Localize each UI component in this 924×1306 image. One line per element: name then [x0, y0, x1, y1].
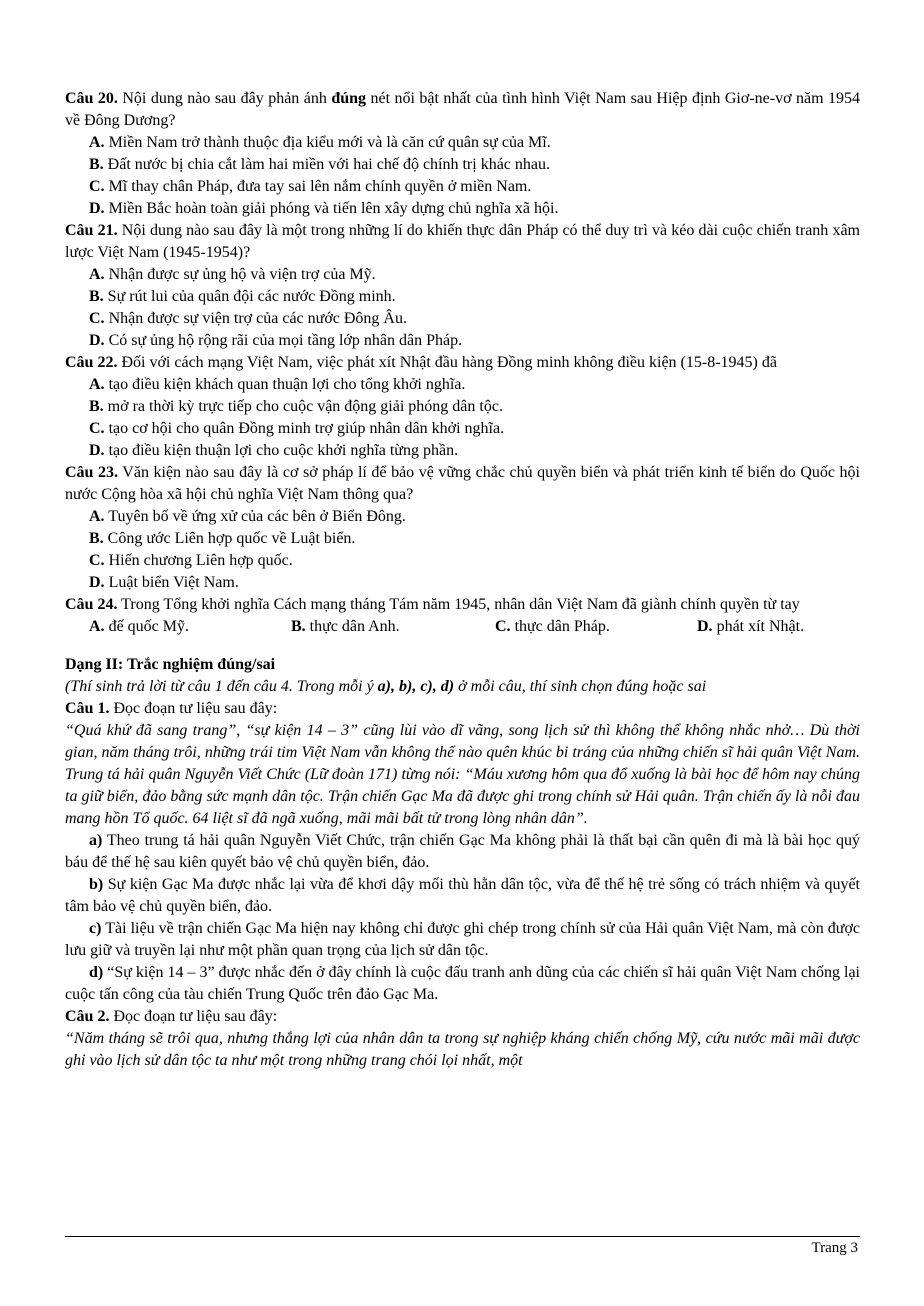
option-key: C. [89, 310, 105, 327]
option-c [65, 550, 860, 572]
statement-text: Sự kiện Gạc Ma được nhắc lại vừa để khơi dậy mối thù hằn dân tộc, vừa để thế hệ trẻ sống có trách nhiệm và quyết tâm bảo vệ chủ quyền biển, đảo. [65, 876, 860, 915]
option-key: D. [89, 332, 105, 349]
option-key: D. [89, 200, 105, 217]
question-label: Câu 20. [65, 90, 118, 107]
exam-page [65, 88, 860, 1072]
option-d [65, 440, 860, 462]
tf-question-1 [65, 698, 860, 720]
option-key: A. [89, 376, 105, 393]
option-key: D. [89, 574, 105, 591]
statement-a [65, 830, 860, 874]
question-text: Đọc đoạn tư liệu sau đây: [109, 700, 278, 717]
option-text: phát xít Nhật. [712, 618, 805, 635]
option-c [495, 616, 697, 638]
option-d [65, 198, 860, 220]
option-text: Đất nước bị chia cắt làm hai miền với hai chế độ chính trị khác nhau. [103, 156, 551, 173]
option-b [65, 154, 860, 176]
page-number: Trang 3 [811, 1240, 858, 1256]
option-key: A. [89, 266, 105, 283]
option-key: A. [89, 508, 105, 525]
option-text: Miền Nam trở thành thuộc địa kiểu mới và là căn cứ quân sự của Mĩ. [104, 134, 551, 151]
option-key: C. [89, 552, 105, 569]
option-c [65, 176, 860, 198]
option-text: tạo điều kiện khách quan thuận lợi cho tổng khởi nghĩa. [104, 376, 466, 393]
option-text: tạo cơ hội cho quân Đồng minh trợ giúp nhân dân khởi nghĩa. [104, 420, 505, 437]
option-text: Nhận được sự viện trợ của các nước Đông Âu. [104, 310, 407, 327]
option-text: Nhận được sự ủng hộ và viện trợ của Mỹ. [104, 266, 376, 283]
section-instructions [65, 676, 860, 698]
section-title: Dạng II: Trắc nghiệm đúng/sai [65, 656, 276, 673]
question-label: Câu 23. [65, 464, 119, 481]
question-emphasis: đúng [331, 90, 367, 107]
option-a [89, 616, 291, 638]
option-a [65, 506, 860, 528]
option-key: B. [89, 530, 104, 547]
option-a [65, 374, 860, 396]
question-label: Câu 1. [65, 700, 110, 717]
option-text: thực dân Pháp. [510, 618, 610, 635]
question-text: Văn kiện nào sau đây là cơ sở pháp lí để bảo vệ vững chắc chủ quyền biển và phát triển kinh tế biển do Quốc hội nước Cộng hòa xã hội chủ nghĩa Việt Nam thông qua? [65, 464, 861, 503]
option-text: mở ra thời kỳ trực tiếp cho cuộc vận động giải phóng dân tộc. [103, 398, 503, 415]
option-text: Luật biển Việt Nam. [104, 574, 239, 591]
statement-text: Theo trung tá hải quân Nguyễn Viết Chức, trận chiến Gạc Ma không phải là thất bại cần quên đi mà là bài học quý báu để thế hệ sau kiên quyết bảo vệ chủ quyền biển, đảo. [65, 832, 860, 871]
option-key: A. [89, 134, 105, 151]
option-key: C. [89, 178, 105, 195]
instructions-text: (Thí sinh trả lời từ câu 1 đến câu 4. Trong mỗi ý [65, 678, 378, 695]
option-text: Mĩ thay chân Pháp, đưa tay sai lên nắm chính quyền ở miền Nam. [104, 178, 532, 195]
option-key: C. [89, 420, 105, 437]
source-quote: “Quá khứ đã sang trang”, “sự kiện 14 – 3” cũng lùi vào dĩ vãng, song lịch sử thì không thể không nhắc nhở… Dù thời gian, năm tháng trôi, những trái tim Việt Nam vẫn không thể nào quên khúc bi tráng của những chiến sĩ hải quân Việt Nam. Trung tá hải quân Nguyễn Viết Chức (Lữ đoàn 171) từng nói: “Máu xương hôm qua đổ xuống là bài học để hôm nay chúng ta giữ biển, đảo bằng sức mạnh dân tộc. Trận chiến Gạc Ma đã được ghi trong chính sử Hải quân. Trận chiến ấy là nỗi đau mang hồn Tổ quốc. 64 liệt sĩ đã ngã xuống, mãi mãi bất tử trong lòng nhân dân”. [65, 722, 860, 827]
footer-divider [65, 1236, 860, 1237]
option-b [65, 528, 860, 550]
option-key: A. [89, 618, 105, 635]
option-text: Miền Bắc hoàn toàn giải phóng và tiến lên xây dựng chủ nghĩa xã hội. [104, 200, 559, 217]
option-key: C. [495, 618, 511, 635]
statement-d [65, 962, 860, 1006]
question-text: Đối với cách mạng Việt Nam, việc phát xít Nhật đầu hàng Đồng minh không điều kiện (15-8-1945) đã [117, 354, 777, 371]
question-21 [65, 220, 860, 264]
option-d [65, 330, 860, 352]
statement-key: a) [89, 832, 103, 849]
option-key: B. [89, 156, 104, 173]
option-d [65, 572, 860, 594]
question-label: Câu 21. [65, 222, 118, 239]
option-c [65, 418, 860, 440]
source-quote: “Năm tháng sẽ trôi qua, nhưng thắng lợi của nhân dân ta trong sự nghiệp kháng chiến chống Mỹ, cứu nước mãi mãi được ghi vào lịch sử dân tộc ta như một trong những trang chói lọi nhất, một [65, 1030, 860, 1069]
option-text: thực dân Anh. [305, 618, 400, 635]
option-key: B. [89, 288, 104, 305]
option-key: B. [291, 618, 306, 635]
option-text: Có sự ủng hộ rộng rãi của mọi tầng lớp nhân dân Pháp. [104, 332, 463, 349]
statement-key: d) [89, 964, 104, 981]
question-text: Đọc đoạn tư liệu sau đây: [109, 1008, 278, 1025]
option-text: Hiến chương Liên hợp quốc. [104, 552, 293, 569]
option-d [697, 616, 804, 638]
tf-question-2 [65, 1006, 860, 1028]
instructions-text: ở mỗi câu, thí sinh chọn đúng hoặc sai [454, 678, 707, 695]
statement-key: b) [89, 876, 104, 893]
option-b [291, 616, 495, 638]
instructions-emphasis: a), b), c), d) [377, 678, 455, 695]
question-23 [65, 462, 860, 506]
question-text: Trong Tổng khởi nghĩa Cách mạng tháng Tám năm 1945, nhân dân Việt Nam đã giành chính quyền từ tay [117, 596, 800, 613]
statement-text: Tài liệu về trận chiến Gạc Ma hiện nay không chỉ được ghi chép trong chính sử của Hải quân Việt Nam, mà còn được lưu giữ và truyền lại như một phần quan trọng của lịch sử dân tộc. [65, 920, 860, 959]
question-label: Câu 24. [65, 596, 118, 613]
statement-key: c) [89, 920, 102, 937]
option-text: đế quốc Mỹ. [104, 618, 189, 635]
statement-c [65, 918, 860, 962]
question-label: Câu 2. [65, 1008, 110, 1025]
question-24 [65, 594, 860, 616]
question-label: Câu 22. [65, 354, 118, 371]
question-text: Nội dung nào sau đây phản ánh [117, 90, 332, 107]
option-c [65, 308, 860, 330]
option-key: D. [89, 442, 105, 459]
statement-text: “Sự kiện 14 – 3” được nhắc đến ở đây chính là cuộc đấu tranh anh dũng của các chiến sĩ hải quân Việt Nam chống lại cuộc tấn công của tàu chiến Trung Quốc trên đảo Gạc Ma. [65, 964, 860, 1003]
option-text: tạo điều kiện thuận lợi cho cuộc khởi nghĩa từng phần. [104, 442, 459, 459]
question-22 [65, 352, 860, 374]
question-text: nét nổi bật nhất của tình hình Việt Nam sau Hiệp định Giơ-ne-vơ năm 1954 về Đông Dương? [65, 90, 861, 129]
question-text: Nội dung nào sau đây là một trong những lí do khiến thực dân Pháp có thể duy trì và kéo dài cuộc chiến tranh xâm lược Việt Nam (1945-1954)? [65, 222, 861, 261]
option-b [65, 396, 860, 418]
options-row [65, 616, 860, 638]
option-b [65, 286, 860, 308]
statement-b [65, 874, 860, 918]
option-key: B. [89, 398, 104, 415]
option-a [65, 132, 860, 154]
option-a [65, 264, 860, 286]
question-20 [65, 88, 860, 132]
option-text: Sự rút lui của quân đội các nước Đồng minh. [103, 288, 396, 305]
option-text: Công ước Liên hợp quốc về Luật biển. [103, 530, 356, 547]
option-text: Tuyên bố về ứng xử của các bên ở Biển Đông. [104, 508, 406, 525]
option-key: D. [697, 618, 713, 635]
